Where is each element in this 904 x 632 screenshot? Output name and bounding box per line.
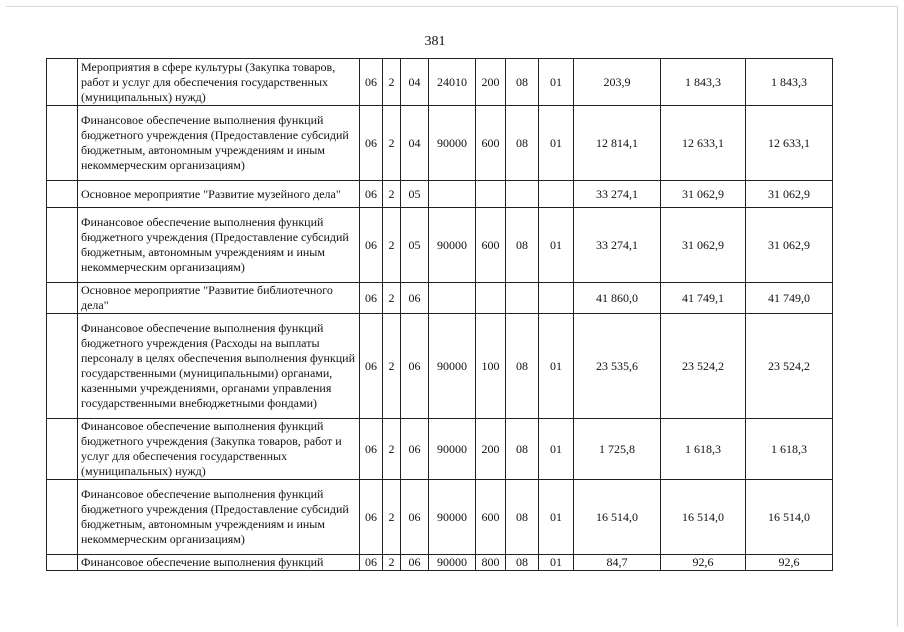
code-chapter: 08 [506, 555, 539, 571]
row-margin-cell [47, 555, 78, 571]
code-expense-type: 100 [476, 314, 506, 419]
code-chapter [506, 283, 539, 314]
value-year-2: 41 749,1 [661, 283, 746, 314]
row-name: Финансовое обеспечение выполнения функций бюджетного учреждения (Предоставление субсидий бюджетным, автономным учреждениям и иным некоммерческим организациям) [78, 106, 360, 181]
code-subprogram: 06 [401, 314, 429, 419]
value-year-1: 1 725,8 [574, 419, 661, 480]
code-chapter: 08 [506, 106, 539, 181]
code-expense-type: 600 [476, 106, 506, 181]
code-program: 2 [383, 555, 401, 571]
value-year-1: 16 514,0 [574, 480, 661, 555]
code-subsection [539, 283, 574, 314]
code-direction: 90000 [429, 106, 476, 181]
value-year-3: 16 514,0 [746, 480, 833, 555]
code-section: 06 [360, 555, 383, 571]
value-year-3: 31 062,9 [746, 208, 833, 283]
code-subsection: 01 [539, 59, 574, 106]
value-year-3: 41 749,0 [746, 283, 833, 314]
code-subsection: 01 [539, 555, 574, 571]
table-row [47, 106, 833, 181]
code-section: 06 [360, 208, 383, 283]
code-subprogram: 06 [401, 480, 429, 555]
row-name: Финансовое обеспечение выполнения функций бюджетного учреждения (Предоставление субсидий бюджетным, автономным учреждениям и иным некоммерческим организациям) [78, 480, 360, 555]
code-program: 2 [383, 106, 401, 181]
row-margin-cell [47, 283, 78, 314]
value-year-2: 12 633,1 [661, 106, 746, 181]
row-margin-cell [47, 480, 78, 555]
table-row [47, 314, 833, 419]
value-year-1: 23 535,6 [574, 314, 661, 419]
code-direction: 24010 [429, 59, 476, 106]
code-section: 06 [360, 283, 383, 314]
code-chapter: 08 [506, 480, 539, 555]
code-expense-type: 200 [476, 419, 506, 480]
row-margin-cell [47, 106, 78, 181]
value-year-2: 16 514,0 [661, 480, 746, 555]
value-year-2: 31 062,9 [661, 181, 746, 208]
value-year-1: 12 814,1 [574, 106, 661, 181]
value-year-2: 31 062,9 [661, 208, 746, 283]
code-direction: 90000 [429, 480, 476, 555]
value-year-1: 41 860,0 [574, 283, 661, 314]
row-margin-cell [47, 208, 78, 283]
code-direction [429, 181, 476, 208]
code-expense-type [476, 283, 506, 314]
value-year-3: 12 633,1 [746, 106, 833, 181]
code-subprogram: 05 [401, 181, 429, 208]
code-program: 2 [383, 181, 401, 208]
code-chapter: 08 [506, 208, 539, 283]
value-year-1: 33 274,1 [574, 208, 661, 283]
code-direction: 90000 [429, 208, 476, 283]
code-direction: 90000 [429, 314, 476, 419]
code-subsection: 01 [539, 314, 574, 419]
page-number: 381 [424, 34, 446, 49]
budget-table [46, 58, 833, 571]
table-row [47, 208, 833, 283]
row-margin-cell [47, 181, 78, 208]
table-row [47, 419, 833, 480]
code-section: 06 [360, 480, 383, 555]
value-year-1: 33 274,1 [574, 181, 661, 208]
value-year-2: 1 843,3 [661, 59, 746, 106]
row-margin-cell [47, 314, 78, 419]
code-program: 2 [383, 208, 401, 283]
code-expense-type: 600 [476, 480, 506, 555]
code-program: 2 [383, 283, 401, 314]
code-section: 06 [360, 181, 383, 208]
table-row [47, 283, 833, 314]
code-section: 06 [360, 419, 383, 480]
table-row [47, 181, 833, 208]
code-direction: 90000 [429, 419, 476, 480]
code-section: 06 [360, 314, 383, 419]
code-chapter: 08 [506, 59, 539, 106]
code-subprogram: 06 [401, 555, 429, 571]
code-program: 2 [383, 314, 401, 419]
code-direction [429, 283, 476, 314]
table-row [47, 555, 833, 571]
row-name: Мероприятия в сфере культуры (Закупка товаров, работ и услуг для обеспечения государственных (муниципальных) нужд) [78, 59, 360, 106]
code-subsection: 01 [539, 480, 574, 555]
value-year-2: 23 524,2 [661, 314, 746, 419]
code-expense-type: 200 [476, 59, 506, 106]
value-year-1: 84,7 [574, 555, 661, 571]
code-subsection: 01 [539, 419, 574, 480]
code-expense-type: 800 [476, 555, 506, 571]
table-row [47, 59, 833, 106]
code-subprogram: 06 [401, 419, 429, 480]
row-name: Финансовое обеспечение выполнения функций бюджетного учреждения (Закупка товаров, работ и услуг для обеспечения государственных (муниципальных) нужд) [78, 419, 360, 480]
code-subprogram: 05 [401, 208, 429, 283]
table-row [47, 480, 833, 555]
row-name: Основное мероприятие "Развитие библиотечного дела" [78, 283, 360, 314]
row-margin-cell [47, 59, 78, 106]
code-section: 06 [360, 59, 383, 106]
row-name: Финансовое обеспечение выполнения функций бюджетного учреждения (Предоставление субсидий бюджетным, автономным учреждениям и иным некоммерческим организациям) [78, 208, 360, 283]
code-subprogram: 04 [401, 59, 429, 106]
value-year-3: 92,6 [746, 555, 833, 571]
row-name: Основное мероприятие "Развитие музейного дела" [78, 181, 360, 208]
code-chapter: 08 [506, 419, 539, 480]
code-subprogram: 04 [401, 106, 429, 181]
code-chapter: 08 [506, 314, 539, 419]
value-year-3: 1 843,3 [746, 59, 833, 106]
code-program: 2 [383, 419, 401, 480]
code-subsection: 01 [539, 106, 574, 181]
code-program: 2 [383, 480, 401, 555]
code-expense-type: 600 [476, 208, 506, 283]
value-year-1: 203,9 [574, 59, 661, 106]
row-margin-cell [47, 419, 78, 480]
value-year-2: 92,6 [661, 555, 746, 571]
value-year-3: 23 524,2 [746, 314, 833, 419]
code-subprogram: 06 [401, 283, 429, 314]
value-year-2: 1 618,3 [661, 419, 746, 480]
code-chapter [506, 181, 539, 208]
code-section: 06 [360, 106, 383, 181]
code-program: 2 [383, 59, 401, 106]
code-expense-type [476, 181, 506, 208]
table-body [47, 59, 833, 571]
code-subsection: 01 [539, 208, 574, 283]
row-name: Финансовое обеспечение выполнения функций бюджетного учреждения (Расходы на выплаты персоналу в целях обеспечения выполнения функций государственными (муниципальными) органами, казенными учреждениями, органами управления государственными внебюджетными фондами) [78, 314, 360, 419]
value-year-3: 31 062,9 [746, 181, 833, 208]
value-year-3: 1 618,3 [746, 419, 833, 480]
code-direction: 90000 [429, 555, 476, 571]
code-subsection [539, 181, 574, 208]
row-name: Финансовое обеспечение выполнения функций [78, 555, 360, 571]
